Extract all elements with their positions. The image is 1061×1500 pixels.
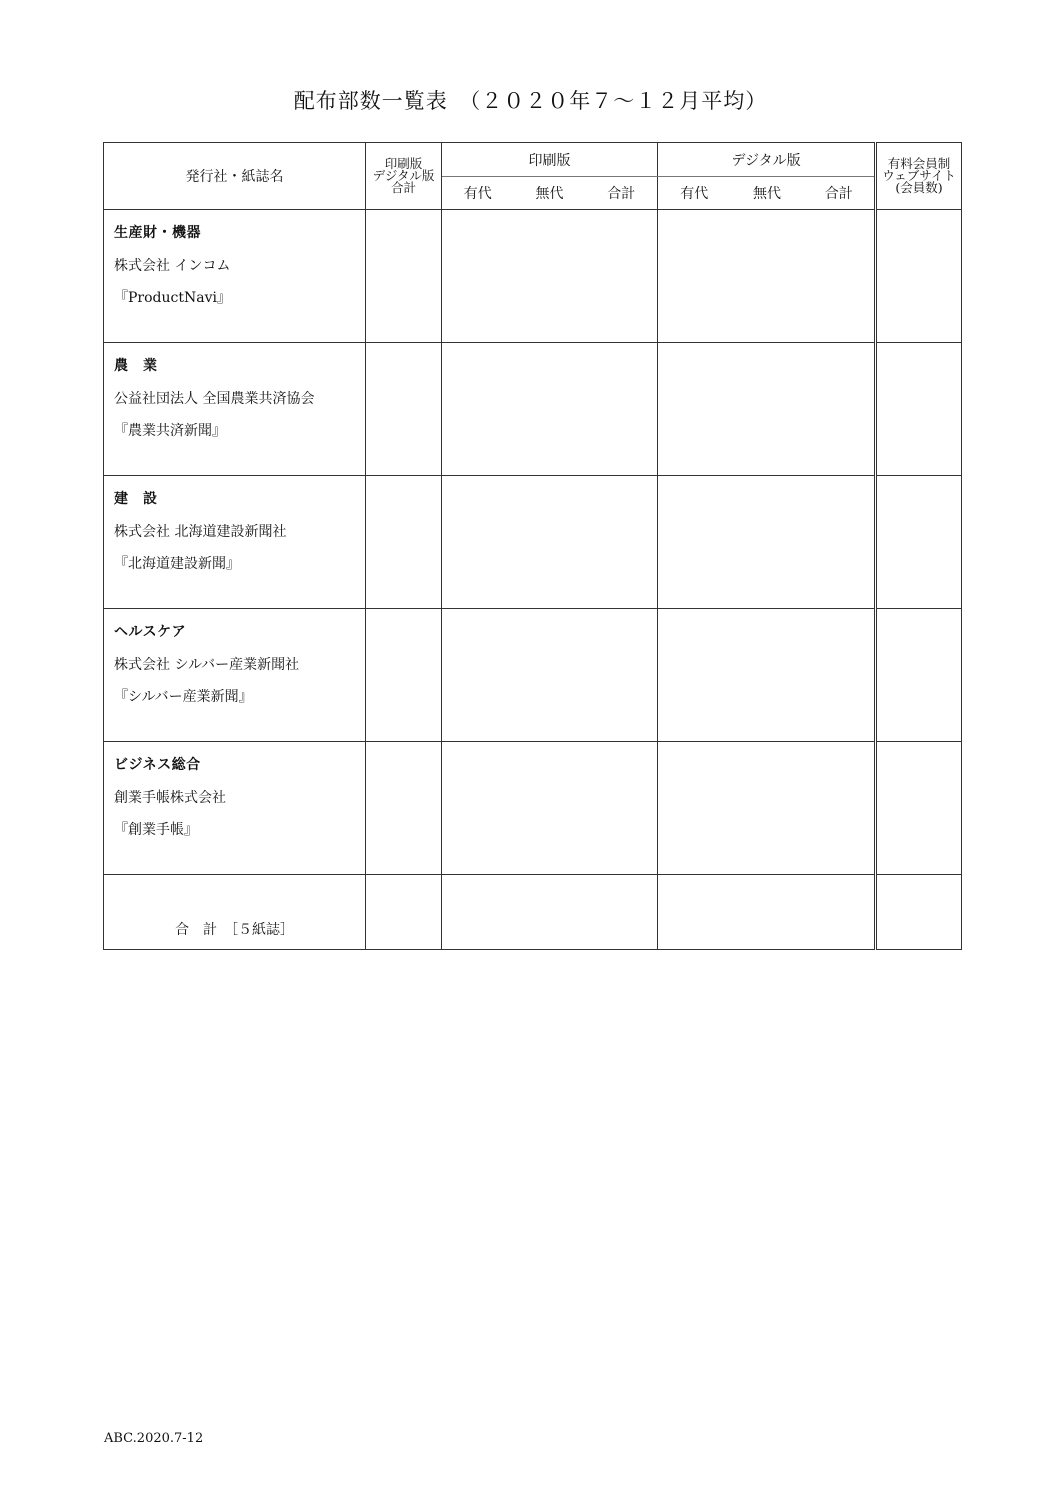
category-label: 農 業 [114, 358, 158, 374]
digital-paid-cell [658, 742, 731, 875]
header-print-total: 合計 [586, 177, 658, 210]
header-combined-line2: デジタル版 [372, 168, 435, 183]
table-row [104, 476, 962, 609]
print-paid-cell [442, 210, 514, 343]
print-paid-cell [442, 609, 514, 742]
table-row [104, 343, 962, 476]
total-row [104, 875, 962, 950]
header-digital-free: 無代 [731, 177, 804, 210]
digital-paid-cell [658, 609, 731, 742]
header-publisher: 発行社・紙誌名 [104, 143, 366, 210]
digital-free-cell [731, 343, 804, 476]
table-row [104, 210, 962, 343]
header-print-paid: 有代 [442, 177, 514, 210]
company-name: 公益社団法人 全国農業共済協会 [114, 391, 315, 407]
company-name: 株式会社 北海道建設新聞社 [114, 524, 287, 540]
publisher-cell [104, 609, 366, 742]
print-total-cell [586, 742, 658, 875]
header-website-line3: (会員数) [895, 180, 943, 195]
category-label: ヘルスケア [114, 624, 187, 640]
print-total-cell [586, 476, 658, 609]
company-name: 株式会社 インコム [114, 258, 231, 274]
document-code: ABC.2020.7-12 [104, 1431, 204, 1446]
combined-total-cell [366, 210, 442, 343]
category-label: 建 設 [114, 491, 158, 507]
combined-total-cell [366, 343, 442, 476]
digital-total-cell [804, 210, 876, 343]
combined-total-cell [366, 742, 442, 875]
print-free-cell [514, 476, 586, 609]
header-website-line2: ウェブサイト [882, 168, 956, 183]
digital-free-cell [731, 476, 804, 609]
combined-total-cell [366, 609, 442, 742]
header-digital-paid: 有代 [658, 177, 731, 210]
print-total-cell [586, 343, 658, 476]
digital-paid-cell [658, 343, 731, 476]
print-paid-cell [442, 476, 514, 609]
publication-name: 『創業手帳』 [114, 822, 198, 838]
print-paid-cell [442, 875, 514, 950]
website-members-cell [876, 742, 962, 875]
company-name: 株式会社 シルバー産業新聞社 [114, 657, 300, 673]
print-paid-cell [442, 742, 514, 875]
print-free-cell [514, 742, 586, 875]
publication-name: 『北海道建設新聞』 [114, 556, 240, 572]
table-row [104, 609, 962, 742]
digital-free-cell [731, 875, 804, 950]
digital-total-cell [804, 742, 876, 875]
distribution-table [103, 142, 962, 950]
header-digital-group: デジタル版 [658, 143, 876, 177]
digital-total-cell [804, 476, 876, 609]
website-members-cell [876, 609, 962, 742]
table-row [104, 742, 962, 875]
combined-total-cell [366, 476, 442, 609]
website-members-cell [876, 210, 962, 343]
print-free-cell [514, 210, 586, 343]
company-name: 創業手帳株式会社 [114, 790, 226, 806]
digital-paid-cell [658, 476, 731, 609]
header-combined-line1: 印刷版 [384, 156, 423, 171]
website-members-cell [876, 343, 962, 476]
header-print-free: 無代 [514, 177, 586, 210]
digital-total-cell [804, 609, 876, 742]
header-print-group: 印刷版 [442, 143, 658, 177]
header-website-line1: 有料会員制 [887, 156, 951, 171]
digital-total-cell [804, 343, 876, 476]
digital-total-cell [804, 875, 876, 950]
print-total-cell [586, 875, 658, 950]
header-website [876, 143, 962, 210]
digital-paid-cell [658, 875, 731, 950]
publication-name: 『シルバー産業新聞』 [114, 689, 253, 705]
publication-name: 『ProductNavi』 [114, 290, 231, 306]
print-paid-cell [442, 343, 514, 476]
print-free-cell [514, 343, 586, 476]
publisher-cell [104, 210, 366, 343]
digital-free-cell [731, 609, 804, 742]
print-total-cell [586, 210, 658, 343]
category-label: 生産財・機器 [114, 225, 201, 241]
print-free-cell [514, 609, 586, 742]
page-title: 配布部数一覧表 （２０２０年７～１２月平均） [293, 89, 768, 113]
publisher-cell [104, 476, 366, 609]
website-members-cell [876, 875, 962, 950]
total-label: 合 計 ［５紙誌］ [104, 875, 366, 950]
publication-name: 『農業共済新聞』 [114, 423, 226, 439]
header-combined-line3: 合計 [390, 180, 416, 195]
website-members-cell [876, 476, 962, 609]
header-combined-total [366, 143, 442, 210]
combined-total-cell [366, 875, 442, 950]
print-free-cell [514, 875, 586, 950]
publisher-cell [104, 343, 366, 476]
publisher-cell [104, 742, 366, 875]
digital-free-cell [731, 742, 804, 875]
digital-paid-cell [658, 210, 731, 343]
print-total-cell [586, 609, 658, 742]
category-label: ビジネス総合 [114, 757, 201, 773]
digital-free-cell [731, 210, 804, 343]
header-digital-total: 合計 [804, 177, 876, 210]
